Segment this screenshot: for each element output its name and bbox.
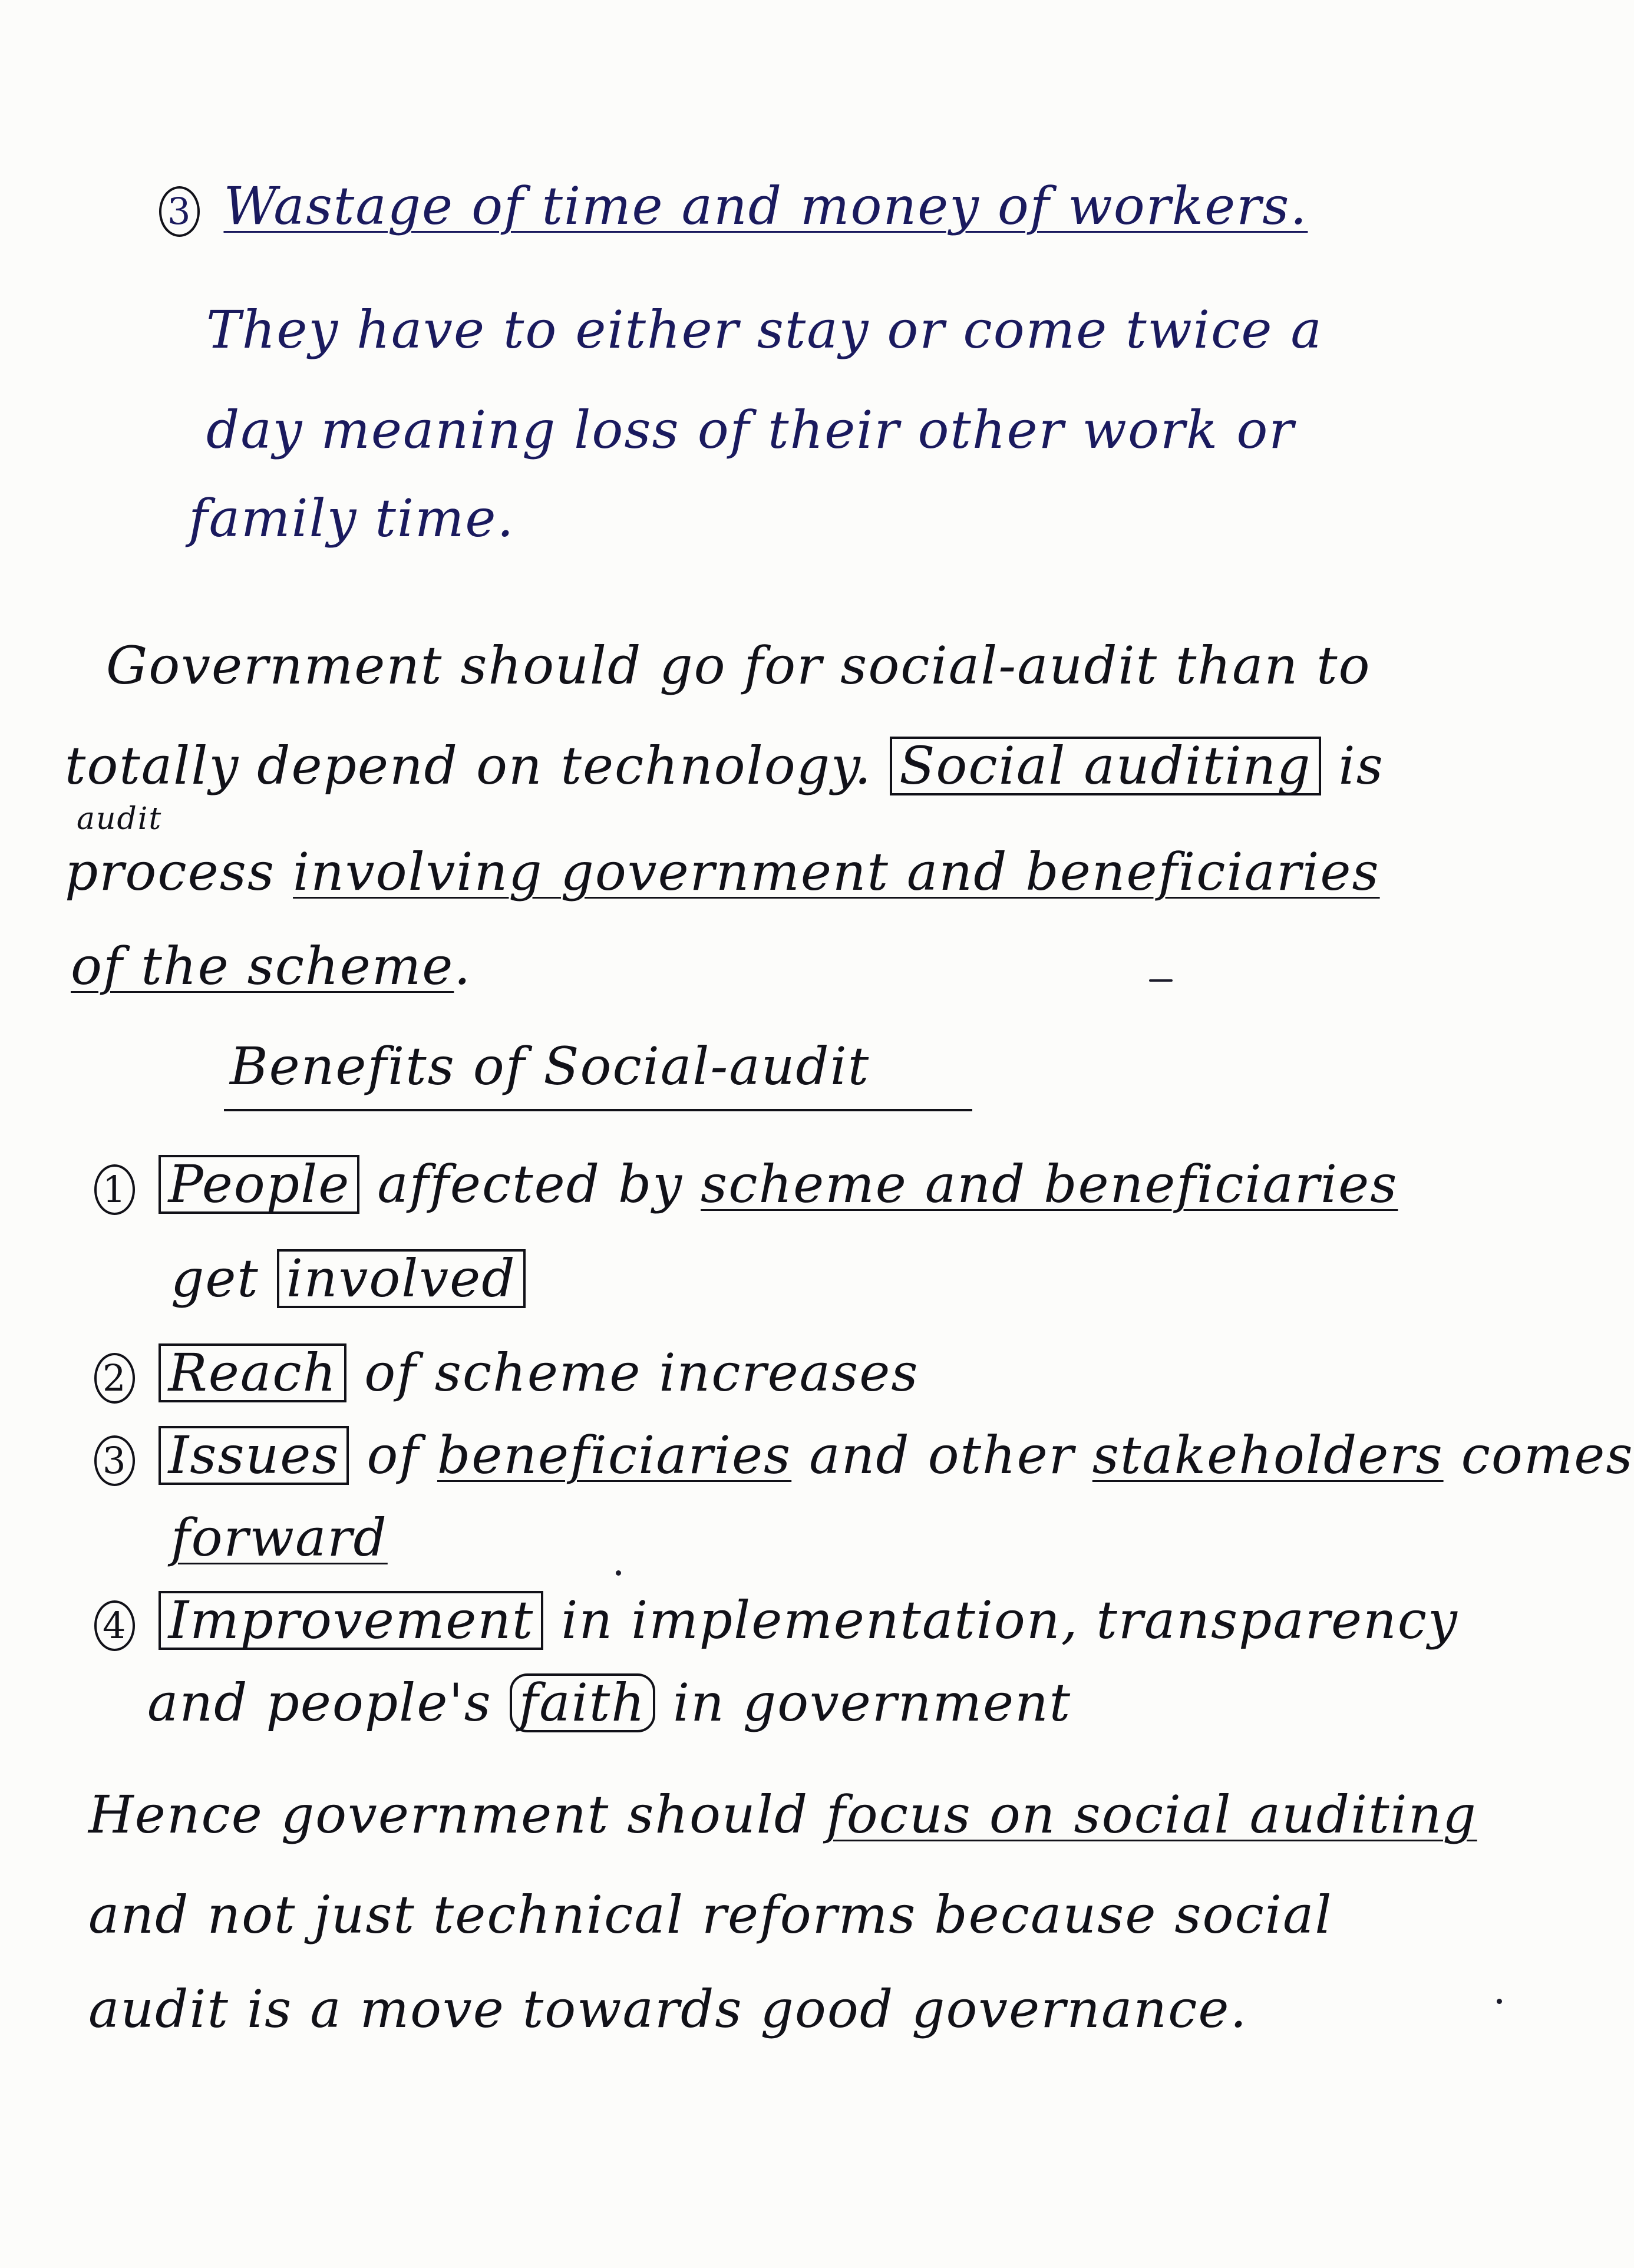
conclusion-line2: and not just technical reforms because social	[88, 1884, 1333, 1945]
ink-dot	[1497, 1999, 1502, 2004]
point3-title-line	[159, 177, 1308, 237]
conclusion-line3: audit is a move towards good governance.	[88, 1979, 1248, 2039]
benefit-3-underlined2: stakeholders	[1092, 1425, 1444, 1485]
benefit-4-line2-end: in government	[672, 1672, 1072, 1733]
point3-title: Wastage of time and money of workers.	[223, 176, 1308, 236]
point3-line3: family time.	[189, 488, 515, 549]
benefit-4-line2	[147, 1673, 1071, 1732]
conclusion-line1-underlined: focus on social auditing	[826, 1784, 1477, 1845]
benefit-2-line	[94, 1343, 919, 1404]
gov-line2	[65, 737, 1384, 795]
ink-dot	[1149, 979, 1173, 982]
benefit-3-line2	[171, 1508, 388, 1567]
benefit-4-number: 4	[94, 1600, 135, 1651]
point3-number: 3	[159, 186, 200, 237]
benefit-2-number: 2	[94, 1353, 135, 1404]
benefit-3-underlined1: beneficiaries	[437, 1425, 792, 1485]
benefit-3-line1	[94, 1426, 1634, 1486]
gov-line3	[65, 843, 1380, 902]
benefit-2-text: of scheme increases	[364, 1342, 919, 1403]
point3-line2: day meaning loss of their other work or	[206, 400, 1295, 460]
gov-line2-end: is	[1338, 735, 1384, 796]
benefit-1-line2-text: get	[171, 1248, 259, 1309]
benefit-1-line1	[94, 1155, 1398, 1215]
benefit-4-line1	[94, 1591, 1458, 1651]
benefit-4-line2-text: and people's	[147, 1672, 492, 1733]
benefit-3-line2-text: forward	[171, 1507, 388, 1568]
gov-line3-text: process	[65, 841, 276, 902]
benefit-1-number: 1	[94, 1164, 135, 1215]
benefit-3-text2: and other	[809, 1425, 1075, 1485]
benefit-1-line2-boxed: involved	[277, 1249, 526, 1308]
benefit-1-line2	[171, 1249, 526, 1308]
conclusion-line1	[88, 1785, 1477, 1844]
benefit-4-boxed: Improvement	[159, 1591, 543, 1650]
benefits-heading-rule	[224, 1109, 972, 1111]
benefit-2-boxed: Reach	[159, 1343, 346, 1402]
gov-line1: Government should go for social-audit than to	[106, 635, 1371, 696]
benefit-4-line2-boxed: faith	[510, 1673, 655, 1732]
gov-line4-underlined: of the scheme	[71, 936, 454, 996]
benefit-3-number: 3	[94, 1435, 135, 1486]
benefits-heading: Benefits of Social-audit	[230, 1036, 870, 1097]
gov-line2-text: totally depend on technology.	[65, 735, 873, 796]
benefit-3-text3: comes	[1461, 1425, 1634, 1485]
ink-dot	[616, 1570, 621, 1576]
benefit-1-boxed: People	[159, 1155, 359, 1214]
gov-line3-underlined: involving government and beneficiaries	[293, 841, 1380, 902]
benefit-1-underlined: scheme and beneficiaries	[701, 1154, 1398, 1214]
benefit-3-text1: of	[367, 1425, 420, 1485]
benefit-4-text: in implementation, transparency	[561, 1590, 1458, 1650]
point3-line1: They have to either stay or come twice a	[206, 299, 1323, 360]
benefit-3-boxed: Issues	[159, 1426, 349, 1485]
conclusion-line1-text: Hence government should	[88, 1784, 809, 1845]
gov-caret-note: audit	[77, 801, 163, 837]
social-auditing-box: Social auditing	[890, 737, 1321, 795]
benefit-1-text: affected by	[377, 1154, 684, 1214]
gov-line4-end: .	[454, 936, 472, 996]
gov-line4	[71, 937, 471, 996]
